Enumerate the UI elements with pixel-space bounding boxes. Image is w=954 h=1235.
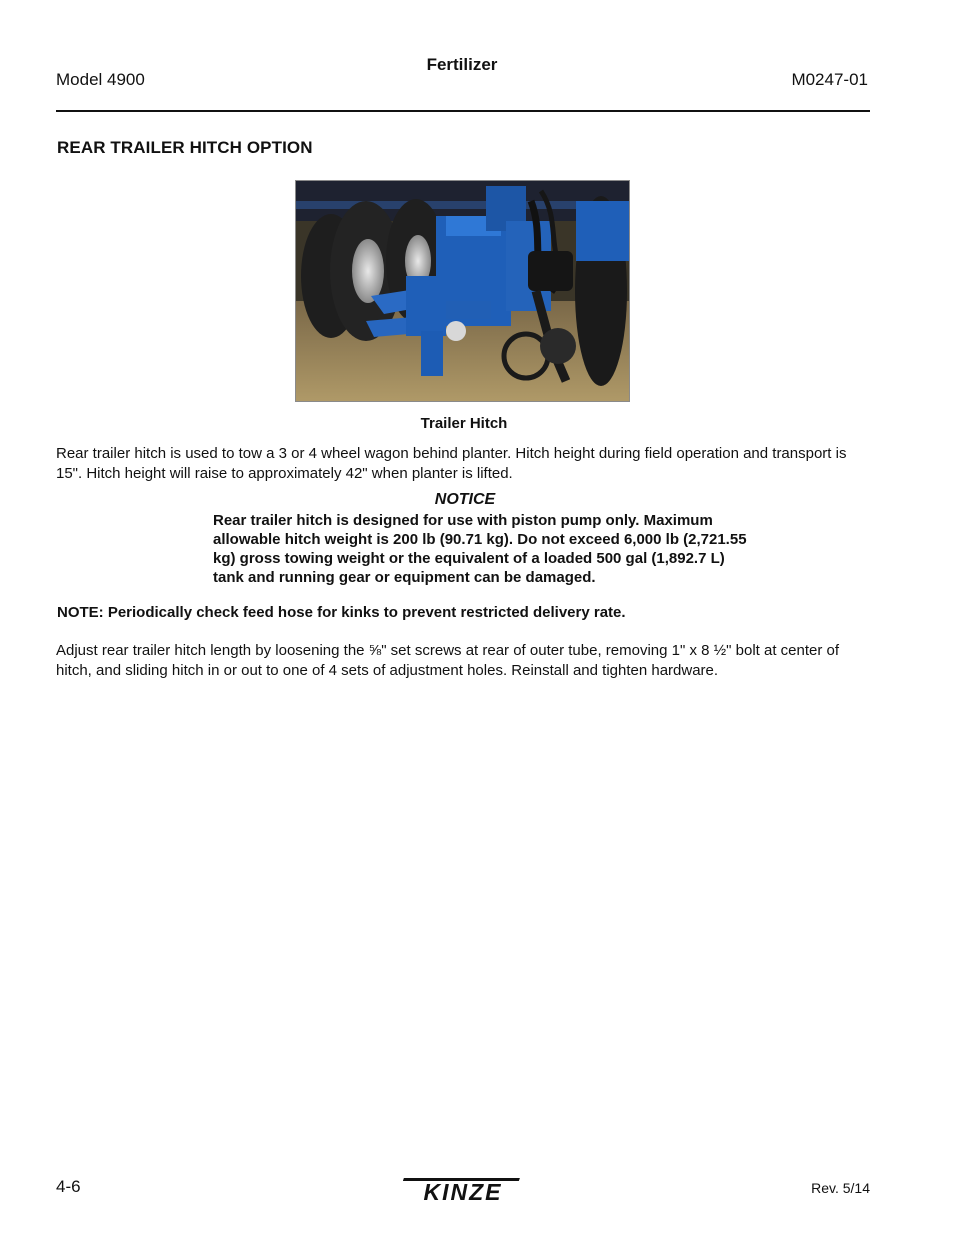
figure-caption: Trailer Hitch	[420, 415, 508, 432]
revision-date: Rev. 5/14	[811, 1180, 870, 1196]
page-number: 4-6	[56, 1177, 81, 1196]
notice-body: Rear trailer hitch is designed for use with piston pump only. Maximum allowable hitch weight is 200 lb (90.71 kg). Do not exceed 6,000 lb (2,721.55 kg) gross towing weight or the equivalent of a loaded 500 gal (1,892.7 L) tank and running gear or equipment can be damaged.	[213, 512, 747, 586]
section-title: REAR TRAILER HITCH OPTION	[57, 138, 313, 157]
header-model: Model 4900	[56, 70, 145, 89]
header-section-title: Fertilizer	[426, 55, 498, 74]
header-divider	[56, 110, 870, 112]
trailer-hitch-photo	[295, 180, 630, 402]
header-doc-number: M0247-01	[791, 70, 868, 89]
kinze-logo	[403, 1175, 523, 1210]
intro-paragraph: Rear trailer hitch is used to tow a 3 or 4 wheel wagon behind planter. Hitch height during field operation and transport is 15". Hitch height will raise to approximately 42" when planter is lifted.	[56, 445, 847, 482]
adjust-paragraph: Adjust rear trailer hitch length by loosening the ⅝" set screws at rear of outer tube, removing 1" x 8 ½" bolt at center of hitch, and sliding hitch in or out to one of 4 sets of adjustment holes. Reinstall and tighten hardware.	[56, 642, 840, 679]
notice-title: NOTICE	[434, 491, 496, 508]
note-text: NOTE: Periodically check feed hose for kinks to prevent restricted delivery rate.	[57, 604, 626, 621]
logo-text: KINZE	[423, 1179, 503, 1205]
